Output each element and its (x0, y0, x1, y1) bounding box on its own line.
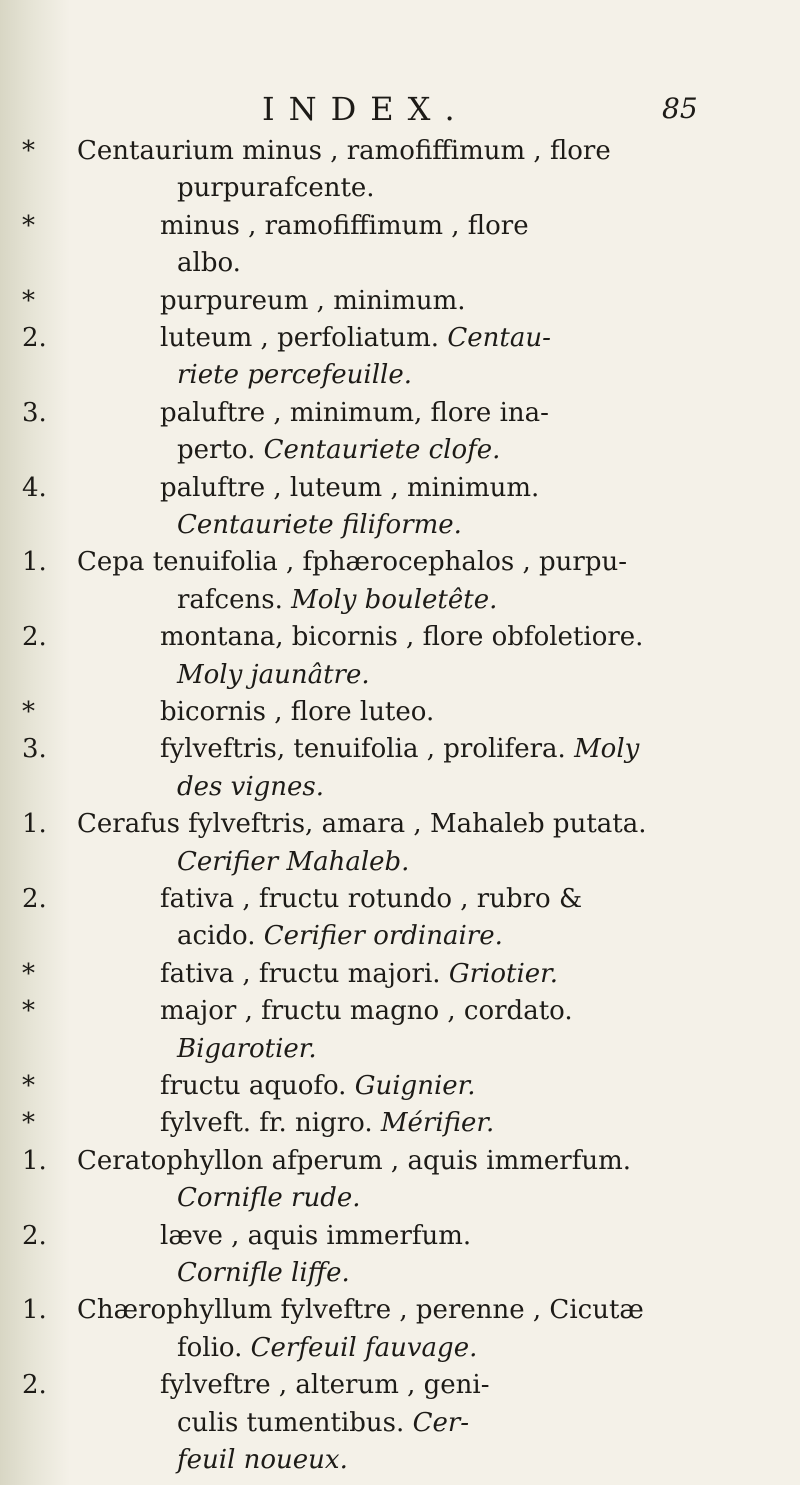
latin-text: fativa , fructu rotundo , rubro & (160, 883, 583, 914)
french-name: Moly (574, 734, 640, 765)
index-entry (0, 884, 800, 959)
latin-text: fylveftris, tenuifolia , prolifera. (160, 734, 566, 765)
latin-text: perto. (177, 435, 256, 466)
latin-text: luteum , perfoliatum. (160, 322, 440, 353)
index-entry (0, 734, 800, 809)
entry-line (160, 1221, 471, 1251)
index-entry (0, 697, 800, 734)
latin-text: fructu aquofo. (160, 1070, 347, 1101)
entry-line (77, 809, 647, 839)
latin-text: fylveft. fr. nigro. (160, 1108, 373, 1139)
entry-line (177, 510, 462, 540)
french-name: Centau- (447, 322, 551, 353)
index-entry (0, 1071, 800, 1108)
latin-text: fylveftre , alterum , geni- (160, 1370, 490, 1401)
entry-line (177, 1258, 350, 1288)
index-entry (0, 323, 800, 398)
latin-text: montana, bicornis , flore obfoletiore. (160, 622, 644, 653)
french-name: Centauriete filiforme. (177, 509, 462, 540)
entry-line (160, 286, 466, 316)
index-entry (0, 1108, 800, 1145)
french-name: feuil noueux. (177, 1444, 348, 1475)
entry-line (160, 884, 582, 914)
french-name: riete percefeuille. (177, 360, 412, 391)
entry-line (77, 547, 627, 577)
entry-line (77, 1295, 644, 1325)
entry-marker: * (22, 696, 35, 727)
entry-marker: 1. (22, 809, 47, 840)
latin-text: acido. (177, 921, 256, 952)
latin-text: major , fructu magno , cordato. (160, 996, 573, 1027)
entry-marker: 4. (22, 472, 47, 503)
latin-text: purpurafcente. (177, 173, 375, 204)
entry-line (177, 921, 503, 951)
index-entry (0, 398, 800, 473)
french-name: Cerifier Mahaleb. (177, 846, 410, 877)
index-entry (0, 547, 800, 622)
entry-line (77, 1146, 631, 1176)
entry-line (177, 1333, 477, 1363)
index-entries (0, 136, 800, 1482)
entry-line (160, 1370, 490, 1400)
french-name: Centauriete clofe. (263, 435, 501, 466)
latin-text: Cerafus fylveftris, amara , Mahaleb putata. (77, 809, 647, 840)
latin-text: læve , aquis immerfum. (160, 1220, 472, 1251)
latin-text: folio. (177, 1332, 243, 1363)
index-entry (0, 1221, 800, 1296)
entry-marker: 2. (22, 1220, 47, 1251)
entry-line (160, 211, 529, 241)
latin-text: paluftre , luteum , minimum. (160, 472, 540, 503)
index-entry (0, 622, 800, 697)
entry-line (160, 398, 549, 428)
index-entry (0, 1295, 800, 1370)
page-number: 85 (662, 92, 698, 125)
french-name: Moly bouletête. (291, 584, 498, 615)
latin-text: albo. (177, 248, 241, 279)
entry-line (160, 996, 573, 1026)
entry-marker: * (22, 1108, 35, 1139)
french-name: Moly jaunâtre. (177, 659, 370, 690)
entry-line (77, 136, 611, 166)
entry-marker: 2. (22, 1370, 47, 1401)
entry-line (177, 435, 500, 465)
latin-text: rafcens. (177, 584, 283, 615)
entry-line (160, 697, 434, 727)
index-entry (0, 286, 800, 323)
entry-line (160, 959, 558, 989)
entry-marker: * (22, 136, 35, 166)
entry-marker: 2. (22, 622, 47, 653)
entry-line (160, 473, 539, 503)
latin-text: culis tumentibus. (177, 1407, 405, 1438)
entry-line (160, 1108, 494, 1138)
latin-text: purpureum , minimum. (160, 285, 466, 316)
index-entry (0, 211, 800, 286)
page-title: INDEX. (262, 90, 469, 128)
index-entry (0, 473, 800, 548)
french-name: Cornifle rude. (177, 1183, 361, 1214)
french-name: Cerifier ordinaire. (263, 921, 503, 952)
entry-line (177, 772, 324, 802)
index-entry (0, 809, 800, 884)
index-entry (0, 136, 800, 211)
page-header (0, 90, 800, 130)
index-entry (0, 1370, 800, 1482)
entry-marker: * (22, 996, 35, 1027)
latin-text: paluftre , minimum, flore ina- (160, 397, 549, 428)
entry-marker: 1. (22, 1145, 47, 1176)
latin-text: Ceratophyllon afperum , aquis immerfum. (77, 1145, 631, 1176)
entry-line (177, 1183, 361, 1213)
french-name: Bigarotier. (177, 1033, 317, 1064)
entry-marker: 3. (22, 397, 47, 428)
french-name: Cerfeuil fauvage. (250, 1332, 478, 1363)
entry-line (177, 1445, 348, 1475)
french-name: Guignier. (354, 1070, 476, 1101)
entry-marker: * (22, 285, 35, 316)
latin-text: bicornis , flore luteo. (160, 696, 435, 727)
entry-line (177, 248, 241, 278)
entry-line (177, 1034, 317, 1064)
latin-text: fativa , fructu majori. (160, 958, 441, 989)
entry-marker: 2. (22, 883, 47, 914)
entry-line (160, 734, 639, 764)
entry-marker: * (22, 1070, 35, 1101)
index-entry (0, 996, 800, 1071)
entry-line (177, 585, 497, 615)
entry-line (177, 660, 370, 690)
entry-marker: * (22, 958, 35, 989)
latin-text: Centaurium minus , ramofiffimum , flore (77, 136, 611, 166)
entry-marker: 1. (22, 1295, 47, 1326)
french-name: Cornifle liffe. (177, 1257, 350, 1288)
entry-marker: 3. (22, 734, 47, 765)
latin-text: Chærophyllum fylveftre , perenne , Cicutæ (77, 1295, 644, 1326)
latin-text: Cepa tenuifolia , fphærocephalos , purpu- (77, 547, 627, 578)
entry-line (177, 847, 409, 877)
french-name: des vignes. (177, 771, 325, 802)
french-name: Cer- (412, 1407, 470, 1438)
entry-line (160, 622, 643, 652)
french-name: Griotier. (448, 958, 558, 989)
entry-line (160, 1071, 475, 1101)
index-entry (0, 959, 800, 996)
entry-marker: * (22, 210, 35, 241)
entry-marker: 1. (22, 547, 47, 578)
entry-line (177, 173, 375, 203)
index-entry (0, 1146, 800, 1221)
entry-marker: 2. (22, 322, 47, 353)
entry-line (160, 323, 551, 353)
entry-line (177, 1408, 469, 1438)
latin-text: minus , ramofiffimum , flore (160, 210, 529, 241)
entry-line (177, 360, 412, 390)
french-name: Mérifier. (380, 1108, 495, 1139)
